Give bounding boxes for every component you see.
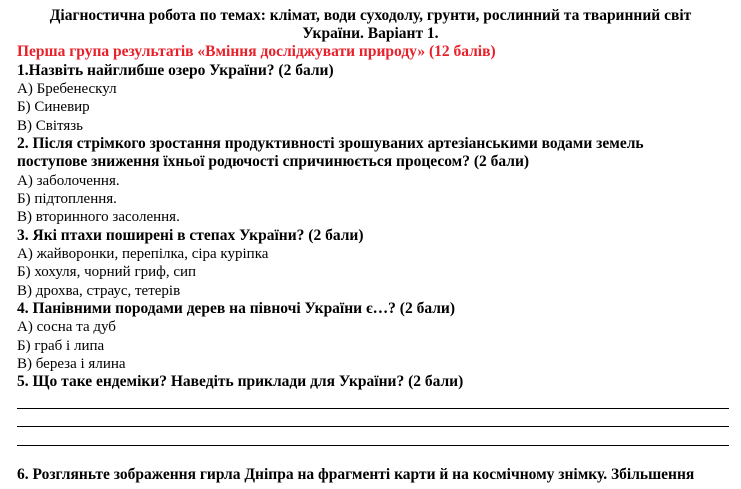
question-3-option-b: Б) хохуля, чорний гриф, сип — [17, 264, 197, 280]
answer-line-1 — [17, 408, 729, 409]
question-3-option-c: В) дрохва, страус, тетерів — [17, 283, 181, 299]
question-2-option-b: Б) підтоплення. — [17, 191, 117, 207]
document-title-line-2: України. Варіант 1. — [302, 25, 439, 42]
answer-line-3 — [17, 445, 729, 446]
question-2-option-c: В) вторинного засолення. — [17, 209, 180, 225]
question-4-option-a: А) сосна та дуб — [17, 319, 116, 335]
question-1: 1.Назвіть найглибше озеро України? (2 бали) — [17, 62, 334, 79]
question-2-line-1: 2. Після стрімкого зростання продуктивності зрошуваних артезіанськими водами земель — [17, 135, 644, 152]
document-title-line-1: Діагностична робота по темах: клімат, води суходолу, грунти, рослинний та тваринний світ — [49, 7, 692, 24]
question-3: 3. Які птахи поширені в степах України? (2 бали) — [17, 227, 364, 244]
question-1-option-b: Б) Синевир — [17, 99, 90, 115]
question-4: 4. Панівними породами дерев на півночі України є…? (2 бали) — [17, 300, 456, 317]
question-4-option-c: В) береза і ялина — [17, 356, 126, 372]
answer-line-2 — [17, 426, 729, 427]
question-2-option-a: А) заболочення. — [17, 173, 120, 189]
question-3-option-a: А) жайворонки, перепілка, сіра куріпка — [17, 246, 269, 262]
question-5: 5. Що таке ендеміки? Наведіть приклади для України? (2 бали) — [17, 373, 464, 390]
question-4-option-b: Б) граб і липа — [17, 338, 105, 354]
question-6: 6. Розгляньте зображення гирла Дніпра на фрагменті карти й на космічному знімку. Збільшення — [17, 466, 695, 483]
question-1-option-c: В) Світязь — [17, 118, 84, 134]
section-heading: Перша група результатів «Вміння досліджувати природу» (12 балів) — [17, 43, 496, 60]
question-2-line-2: поступове зниження їхньої родючості спричинюється процесом? (2 бали) — [17, 153, 530, 170]
question-1-option-a: А) Бребенескул — [17, 81, 117, 97]
